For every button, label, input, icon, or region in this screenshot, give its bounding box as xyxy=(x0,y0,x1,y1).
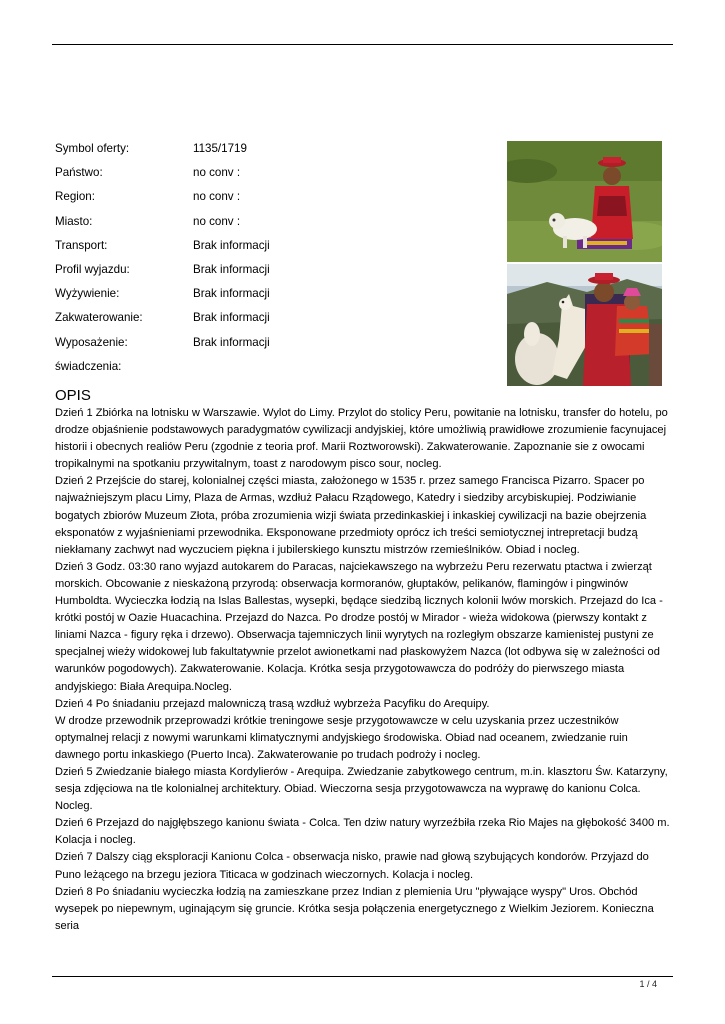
spec-row xyxy=(55,286,475,310)
photo-woman-with-llamas xyxy=(507,264,662,386)
spec-row xyxy=(55,238,475,262)
paragraph-day-7: Dzień 7 Dalszy ciąg eksploracji Kanionu Colca - obserwacja nisko, prawie nad głową szybujących kondorów. Przyjazd do Puno leżącego na brzegu jeziora Titicaca w godzinach wieczornych. Kolacja i nocleg. xyxy=(55,851,649,881)
paragraph-day-4-continued: W drodze przewodnik przeprowadzi krótkie treningowe sesje przygotowawcze w celu uzyskania przez uczestników optymalnej relacji z nowymi warunkami klimatycznymi andyjskiego środowiska. Obiad nad oceanem, zwiedzanie ruin dawnego portu inkaskiego (Puerto Inca). Zakwaterowanie po trudach podroży i nocleg. xyxy=(55,714,628,761)
spec-row xyxy=(55,165,475,189)
offer-details xyxy=(55,141,475,383)
spec-row xyxy=(55,189,475,213)
spec-label: Region: xyxy=(55,190,95,204)
spec-row xyxy=(55,214,475,238)
photo-woman-with-lamb xyxy=(507,141,662,262)
paragraph-day-5: Dzień 5 Zwiedzanie białego miasta Kordylierów - Arequipa. Zwiedzanie zabytkowego centrum, m.in. klasztoru Św. Katarzyny, sesja zdjęciowa na tle kolonialnej architektury. Obiad. Wieczorna sesja przygotowawcza na wyprawę do kanionu Colca. Nocleg. xyxy=(55,765,668,813)
spec-value: no conv : xyxy=(193,190,241,204)
spec-value: Brak informacji xyxy=(193,311,270,325)
paragraph-day-6: Dzień 6 Przejazd do najgłębszego kanionu świata - Colca. Ten dziw natury wyrzeźbiła rzeka Rio Majes na głębokość 3400 m. Kolacja i nocleg. xyxy=(55,817,670,847)
paragraph-day-3: Dzień 3 Godz. 03:30 rano wyjazd autokarem do Paracas, najciekawszego na wybrzeżu Peru rezerwatu ptactwa i zwierząt morskich. Obcowanie z nieskażoną przyrodą: obserwacja kormoranów, głuptaków, pelikanów, flamingów i pingwinów Humboldta. Wycieczka łodzią na Islas Ballestas, wysepki, będące siedzibą licznych kolonii lwów morskich. Przejazd do Ica - krótki postój w Oazie Huacachina. Przejazd do Nazca. Po drodze postój w Mirador - wieża widokowa (pierwszy kontakt z liniami Nazca - figury ręka i drzewo). Obserwacja tajemniczych linii wyrytych na rozległym obszarze kamienistej pustyni ze specjalnej wieży widokowej lub fakultatywnie przelot awionetkami nad płaskowyżem Nazca (lot odbywa się w zależności od warunków pogodowych). Zakwaterowanie. Kolacja. Krótka sesja przygotowawcza do podróży do pierwszego miasta andyjskiego: Biała Arequipa.Nocleg. xyxy=(55,560,663,693)
section-title: OPIS xyxy=(55,387,91,404)
spec-label: Transport: xyxy=(55,238,108,252)
spec-value: Brak informacji xyxy=(193,262,270,276)
spec-value: no conv : xyxy=(193,166,241,180)
spec-label: Miasto: xyxy=(55,214,93,228)
paragraph-day-2: Dzień 2 Przejście do starej, kolonialnej części miasta, założonego w 1535 r. przez samego Francisca Pizarro. Spacer po najważniejszym placu Limy, Plaza de Armas, wzdłuż Pałacu Rządowego, Katedry i siedziby arcybiskupiej. Podziwianie bogatych zbiorów Muzeum Złota, próba zrozumienia wizji świata przedinkaskiej i inkaskiej cywilizacji na bazie obejrzenia eksponatów z wyjaśnieniami przewodnika. Eksponowane przedmioty oprócz ich treści semiotycznej intrepretacji budzą niekłamany zachwyt nad wyczuciem piękna i jubilerskiego kunsztu mistrzów rzemieślników. Obiad i nocleg. xyxy=(55,475,647,556)
spec-label: Profil wyjazdu: xyxy=(55,262,130,276)
spec-label: świadczenia: xyxy=(55,359,122,373)
spec-value: 1135/1719 xyxy=(193,142,247,155)
spec-row xyxy=(55,310,475,334)
paragraph-day-8: Dzień 8 Po śniadaniu wycieczka łodzią na zamieszkane przez Indian z plemienia Uru "pływające wyspy" Uros. Obchód wysepek po niepewnym, uginającym się gruncie. Krótka sesja połączenia energetycznego z Wielkim Jeziorem. Konieczna seria xyxy=(55,885,654,932)
itinerary-text xyxy=(55,405,675,935)
spec-value: Brak informacji xyxy=(193,287,270,301)
paragraph-day-4: Dzień 4 Po śniadaniu przejazd malowniczą trasą wzdłuż wybrzeża Pacyfiku do Arequipy. xyxy=(55,697,490,710)
spec-row xyxy=(55,359,475,383)
spec-label: Wyżywienie: xyxy=(55,287,120,301)
spec-label: Zakwaterowanie: xyxy=(55,311,143,325)
spec-row xyxy=(55,335,475,359)
page-number: 1 / 4 xyxy=(639,979,657,989)
footer-rule xyxy=(52,976,673,977)
spec-value: Brak informacji xyxy=(193,238,270,252)
spec-value: no conv : xyxy=(193,214,241,228)
spec-label: Symbol oferty: xyxy=(55,142,130,155)
paragraph-day-1: Dzień 1 Zbiórka na lotnisku w Warszawie. Wylot do Limy. Przylot do stolicy Peru, powitanie na lotnisku, transfer do hotelu, po drodze objaśnienie podstawowych paradygmatów cywilizacji andyjskiej, które umożliwią prawidłowe zrozumienie facynujacej historii i obecnych realiów Peru (zgodnie z teoria prof. Marii Roztworowski). Zakwaterowanie. Zapoznanie sie z owocami tropikalnymi na spotkaniu przywitalnym, toast z narodowym pisco sour, nocleg. xyxy=(55,407,668,471)
spec-value: Brak informacji xyxy=(193,335,270,349)
spec-label: Państwo: xyxy=(55,166,103,180)
spec-row xyxy=(55,141,475,165)
header-rule xyxy=(52,44,673,45)
spec-label: Wyposażenie: xyxy=(55,335,128,349)
spec-row xyxy=(55,262,475,286)
